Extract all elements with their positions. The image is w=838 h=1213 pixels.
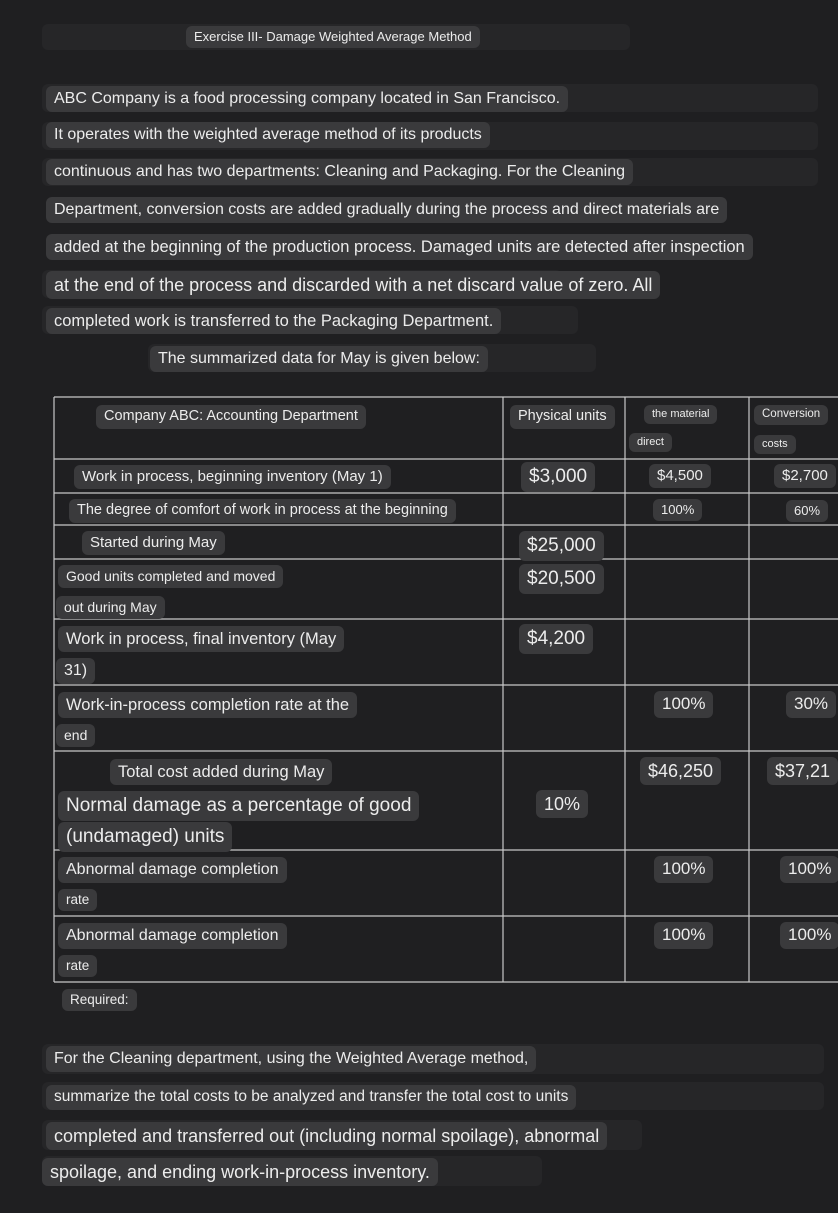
row-beginning-wip-conversion: $2,700 bbox=[774, 464, 836, 488]
row-ending-wip-physical: $4,200 bbox=[519, 624, 593, 654]
row-abnormal-damage-1-material: 100% bbox=[654, 856, 713, 883]
row-total-cost-material: $46,250 bbox=[640, 757, 721, 785]
intro-line-1: ABC Company is a food processing company located in San Francisco. bbox=[46, 86, 568, 112]
row-ending-completion-label-2: end bbox=[56, 724, 95, 747]
row-completed-label-1: Good units completed and moved bbox=[58, 565, 283, 588]
table-header-material-line1: the material bbox=[644, 405, 717, 424]
task-line-2: summarize the total costs to be analyzed and transfer the total cost to units bbox=[46, 1085, 576, 1110]
required-label: Required: bbox=[62, 989, 137, 1011]
row-total-cost-conversion: $37,21 bbox=[767, 757, 838, 785]
row-beginning-degree-material: 100% bbox=[653, 499, 702, 521]
row-normal-damage-physical: 10% bbox=[536, 790, 588, 818]
row-abnormal-damage-1-label-1: Abnormal damage completion bbox=[58, 857, 287, 883]
table-header-company: Company ABC: Accounting Department bbox=[96, 405, 366, 429]
row-normal-damage-label-1: Normal damage as a percentage of good bbox=[58, 791, 419, 821]
task-line-3: completed and transferred out (including normal spoilage), abnormal bbox=[46, 1122, 607, 1150]
row-ending-wip-label-1: Work in process, final inventory (May bbox=[58, 626, 344, 652]
table-header-material-line2: direct bbox=[629, 433, 672, 452]
row-abnormal-damage-2-conversion: 100% bbox=[780, 922, 838, 949]
row-normal-damage-label-2: (undamaged) units bbox=[58, 822, 232, 852]
row-ending-completion-conversion: 30% bbox=[786, 691, 836, 718]
row-ending-wip-label-2: 31) bbox=[56, 658, 95, 684]
row-beginning-degree-conversion: 60% bbox=[786, 500, 828, 522]
task-line-1: For the Cleaning department, using the Weighted Average method, bbox=[46, 1046, 536, 1072]
row-started-label: Started during May bbox=[82, 531, 225, 555]
row-beginning-wip-physical: $3,000 bbox=[521, 462, 595, 492]
intro-line-5: added at the beginning of the production process. Damaged units are detected after inspection bbox=[46, 234, 753, 260]
task-line-4: spoilage, and ending work-in-process inventory. bbox=[42, 1158, 438, 1186]
table-header-physical-units: Physical units bbox=[510, 405, 615, 429]
row-beginning-wip-label: Work in process, beginning inventory (May 1) bbox=[74, 465, 391, 489]
row-beginning-degree-label: The degree of comfort of work in process at the beginning bbox=[69, 499, 456, 523]
row-abnormal-damage-2-label-1: Abnormal damage completion bbox=[58, 923, 287, 949]
row-completed-physical: $20,500 bbox=[519, 564, 604, 594]
row-abnormal-damage-1-label-2: rate bbox=[58, 889, 97, 911]
row-ending-completion-material: 100% bbox=[654, 691, 713, 718]
table-header-conversion-line1: Conversion bbox=[754, 405, 828, 425]
row-total-cost-label: Total cost added during May bbox=[110, 759, 332, 785]
summary-line: The summarized data for May is given below: bbox=[150, 346, 488, 372]
row-completed-label-2: out during May bbox=[56, 596, 165, 619]
exercise-title: Exercise III- Damage Weighted Average Method bbox=[186, 26, 480, 48]
intro-line-3: continuous and has two departments: Cleaning and Packaging. For the Cleaning bbox=[46, 159, 633, 185]
intro-line-2: It operates with the weighted average method of its products bbox=[46, 122, 490, 148]
intro-line-4: Department, conversion costs are added gradually during the process and direct materials are bbox=[46, 197, 727, 223]
intro-line-6: at the end of the process and discarded with a net discard value of zero. All bbox=[46, 271, 660, 299]
intro-line-7: completed work is transferred to the Packaging Department. bbox=[46, 308, 501, 334]
row-abnormal-damage-2-material: 100% bbox=[654, 922, 713, 949]
row-abnormal-damage-2-label-2: rate bbox=[58, 955, 97, 977]
row-started-physical: $25,000 bbox=[519, 531, 604, 561]
row-ending-completion-label-1: Work-in-process completion rate at the bbox=[58, 692, 357, 718]
row-abnormal-damage-1-conversion: 100% bbox=[780, 856, 838, 883]
table-header-conversion-line2: costs bbox=[754, 435, 796, 454]
row-beginning-wip-material: $4,500 bbox=[649, 464, 711, 488]
